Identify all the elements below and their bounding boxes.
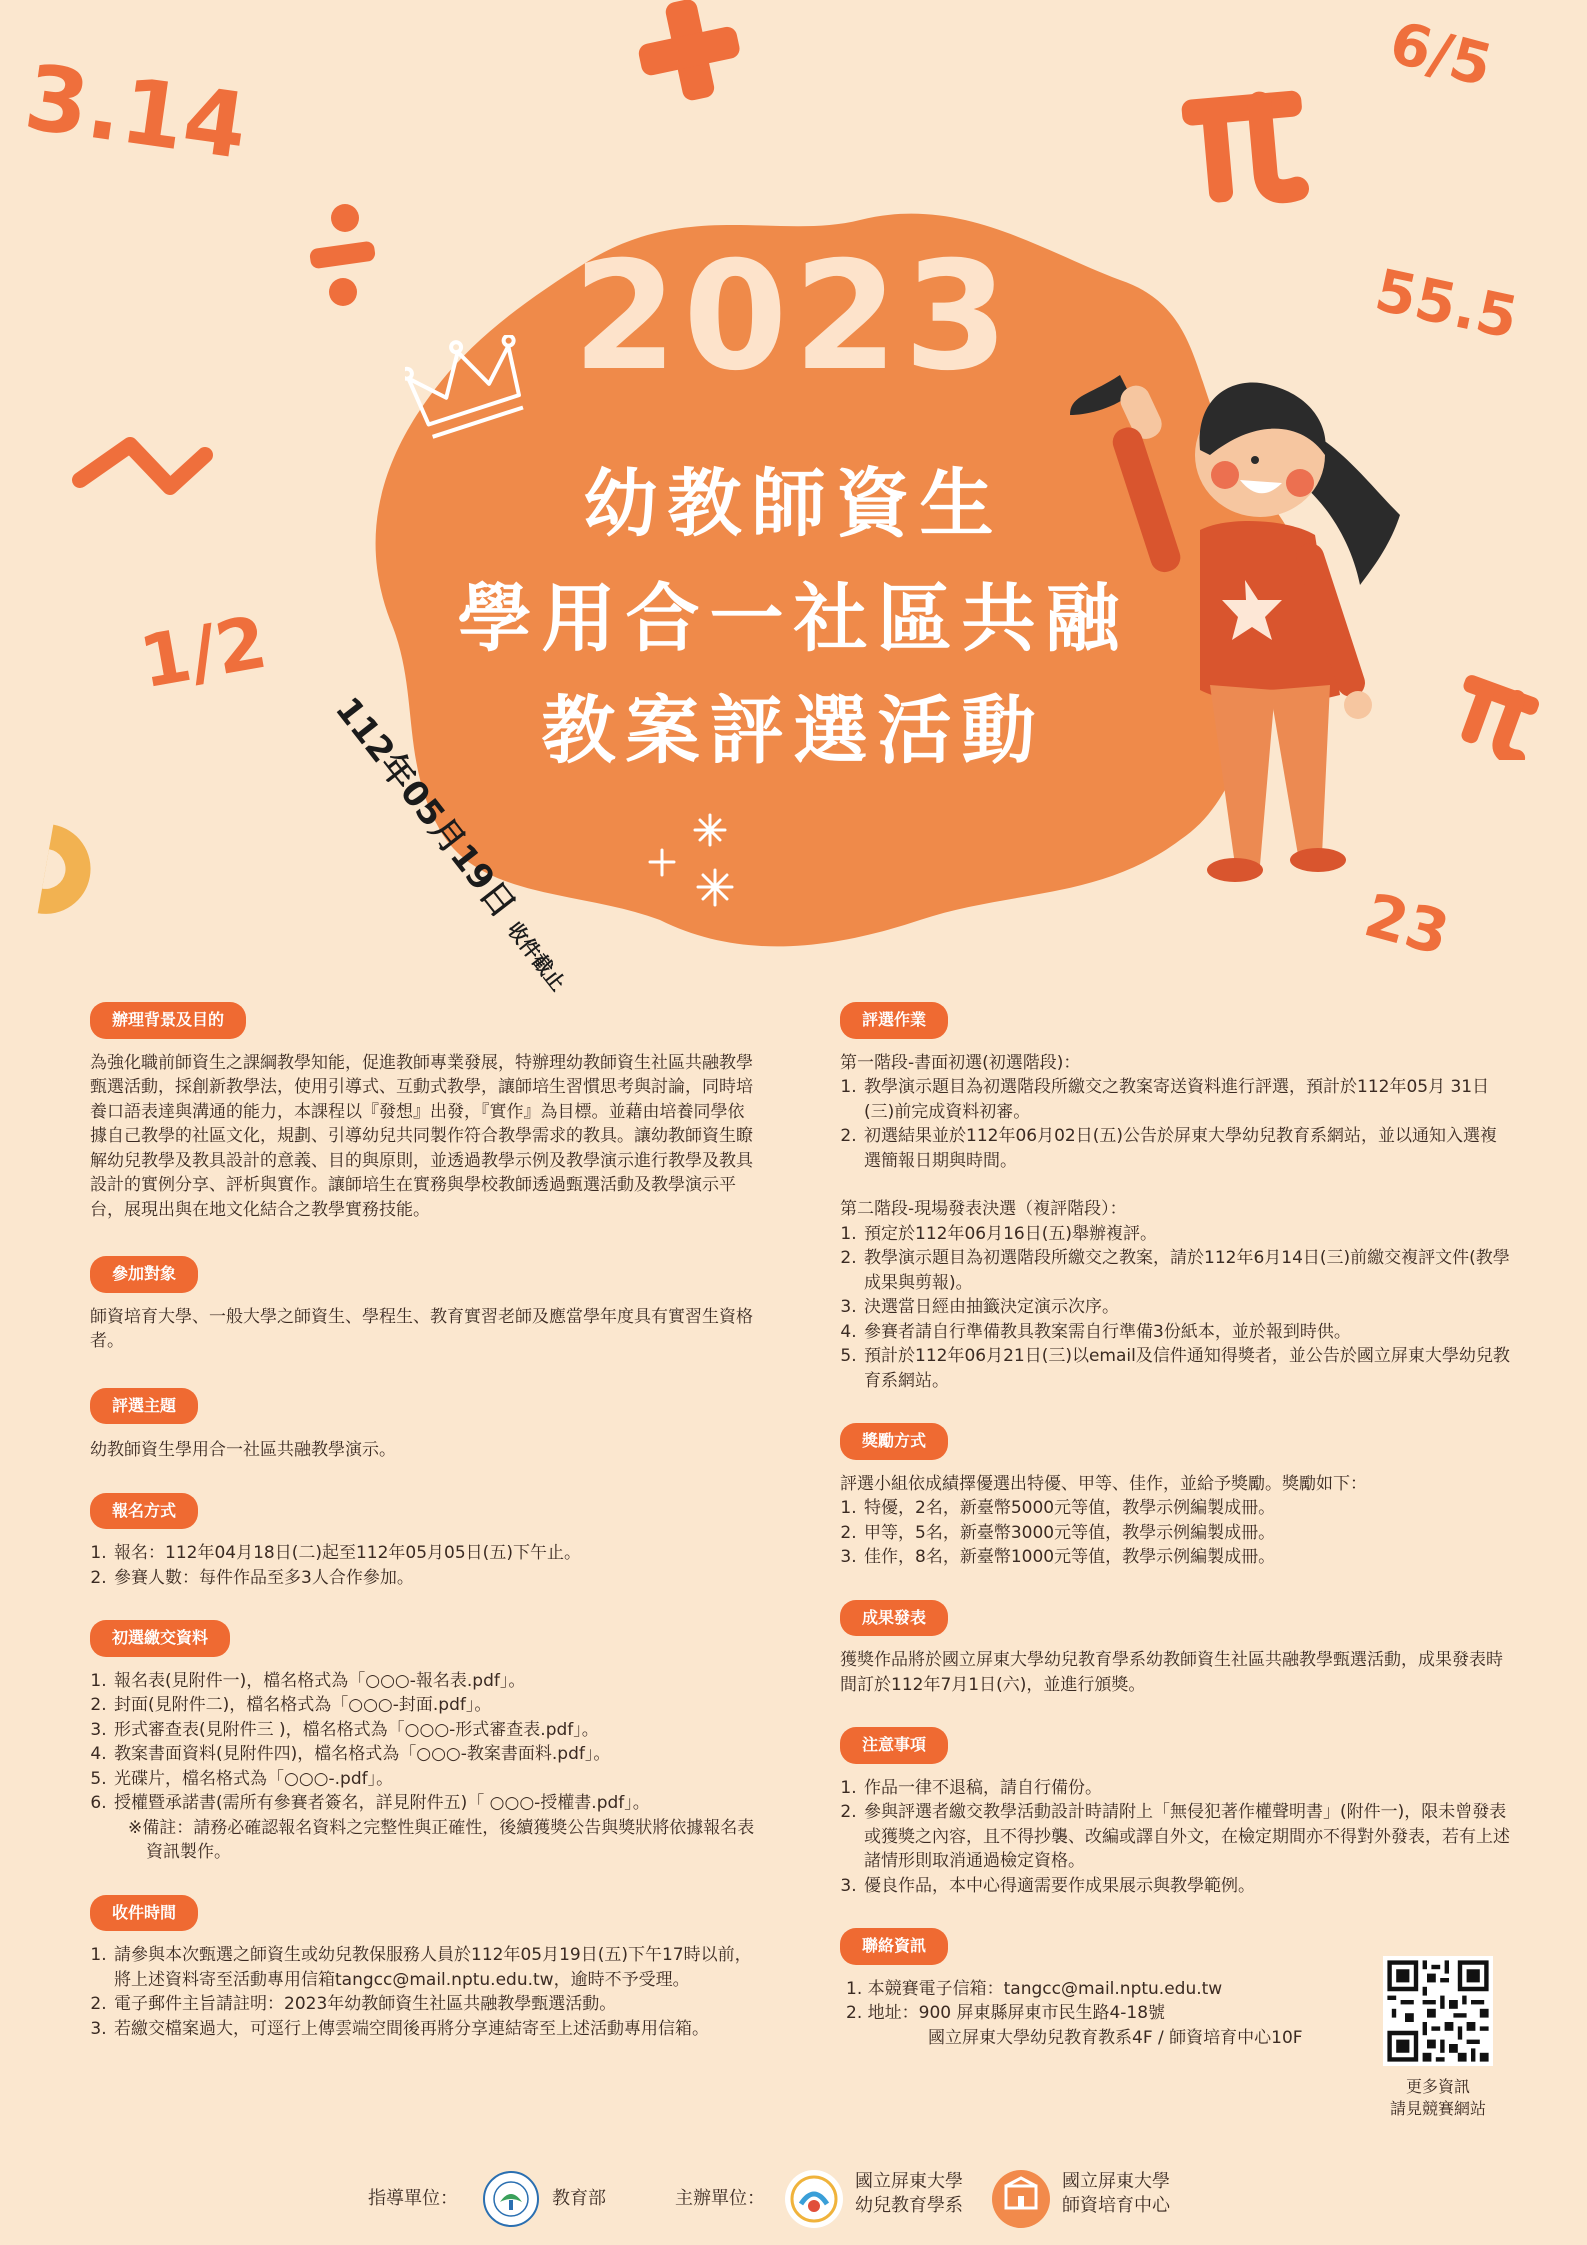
list-item: 3. 若繳交檔案過大，可逕行上傳雲端空間後再將分享連結寄至上述活動專用信箱。 xyxy=(112,2017,760,2042)
deadline-suffix: 收件截止 xyxy=(502,917,571,996)
awards-list xyxy=(840,1496,1510,1570)
results-text: 獲獎作品將於國立屏東大學幼兒教育學系幼教師資生社區共融教學甄選活動，成果發表時間訂於112年7月1日(六)，並進行頒獎。 xyxy=(840,1650,1503,1695)
contact-address-line2: 國立屏東大學幼兒教育教系4F / 師資培育中心10F xyxy=(928,2027,1303,2048)
hero-title-line-2: 學用合一社區共融 xyxy=(457,576,1130,662)
submission-list xyxy=(90,1669,760,1816)
guide-label: 指導單位： xyxy=(368,2188,458,2209)
host2-name xyxy=(1062,2170,1170,2218)
tag-contact: 聯絡資訊 xyxy=(840,1928,948,1965)
host1-line-2: 幼兒教育學系 xyxy=(855,2195,963,2216)
participants-text: 師資培育大學、一般大學之師資生、學程生、教育實習老師及應當學年度具有實習生資格者。 xyxy=(90,1306,753,1351)
deadline-date: 112年05月19日 xyxy=(327,689,524,926)
background-text: 為強化職前師資生之課綱教學知能，促進教師專業發展，特辦理幼教師資生社區共融教學甄選活動，採創新教學法，使用引導式、互動式教學，讓師培生習慣思考與討論，同時培養口語表達與溝通的能力，本課程以『發想』出發，『實作』為目標。並藉由培養同學依據自己教學的社區文化，規劃、引導幼兒共同製作符合教學需求的教具。讓幼教師資生瞭解幼兒教學及教具設計的意義、目的與原則，並透過教學示例及教學演示進行教學及教具設計的實例分享、評析與實作。讓師培生在實務與學校教師透過甄選活動及教學演示平台，展現出與在地文化結合之教學實務技能。 xyxy=(90,1052,753,1220)
teacher-education-center-logo xyxy=(990,2168,1052,2230)
qr-caption-line-1: 更多資訊 xyxy=(1405,2077,1470,2096)
list-item: 3. 形式審查表(見附件三 )，檔名格式為「○○○-形式審查表.pdf」。 xyxy=(112,1718,760,1743)
decor-3-14: 3.14 xyxy=(18,45,254,180)
footer xyxy=(0,2170,1587,2230)
list-item: 2. 參賽人數：每件作品至多3人合作參加。 xyxy=(112,1566,760,1591)
qr-caption xyxy=(1360,2076,1516,2120)
hero-title-line-1: 幼教師資生 xyxy=(583,461,1004,547)
list-item: 5. 光碟片，檔名格式為「○○○-.pdf」。 xyxy=(112,1767,760,1792)
list-item: 1. 預定於112年06月16日(五)舉辦複評。 xyxy=(862,1222,1510,1247)
tag-theme: 評選主題 xyxy=(90,1388,198,1425)
tag-notes: 注意事項 xyxy=(840,1727,948,1764)
list-item: 3. 佳作，8名，新臺幣1000元等值，教學示例編製成冊。 xyxy=(862,1545,1510,1570)
tag-awards: 獎勵方式 xyxy=(840,1423,948,1460)
awards-intro: 評選小組依成績擇優選出特優、甲等、佳作，並給予獎勵。獎勵如下： xyxy=(840,1473,1367,1494)
list-item: 1. 報名表(見附件一)，檔名格式為「○○○-報名表.pdf」。 xyxy=(112,1669,760,1694)
tag-registration: 報名方式 xyxy=(90,1493,198,1530)
contact-address: 2. 地址：900 屏東縣屏東市民生路4-18號 xyxy=(846,2003,1166,2023)
stage1-title: 第一階段-書面初選(初選階段)： xyxy=(840,1052,1081,1073)
sparkle-icon xyxy=(640,805,760,915)
host2-line-2: 師資培育中心 xyxy=(1062,2195,1170,2216)
list-item: 2. 封面(見附件二)，檔名格式為「○○○-封面.pdf」。 xyxy=(112,1693,760,1718)
left-column xyxy=(90,1002,760,2041)
list-item: 4. 參賽者請自行準備教具教案需自行準備3份紙本，並於報到時供。 xyxy=(862,1320,1510,1345)
tag-review: 評選作業 xyxy=(840,1002,948,1039)
list-item: 2. 甲等，5名，新臺幣3000元等值，教學示例編製成冊。 xyxy=(862,1521,1510,1546)
qr-code[interactable] xyxy=(1383,1956,1493,2066)
stage1-list xyxy=(840,1075,1510,1173)
ministry-of-education-logo xyxy=(482,2170,540,2228)
deadline-list xyxy=(90,1943,760,2041)
decor-1-2: 1/2 xyxy=(133,599,273,705)
host-label: 主辦單位： xyxy=(675,2188,765,2209)
contact-email: 1. 本競賽電子信箱：tangcc@mail.nptu.edu.tw xyxy=(846,1978,1223,1999)
tag-deadline: 收件時間 xyxy=(90,1895,198,1932)
list-item: 2. 電子郵件主旨請註明：2023年幼教師資生社區共融教學甄選活動。 xyxy=(112,1992,760,2017)
decor-55-5: 55.5 xyxy=(1369,255,1524,353)
list-item: 1. 請參與本次甄選之師資生或幼兒教保服務人員於112年05月19日(五)下午17時以前，將上述資料寄至活動專用信箱tangcc@mail.nptu.edu.tw，逾時不予受理。 xyxy=(112,1943,760,1992)
guide-org: 教育部 xyxy=(552,2188,606,2209)
protractor-icon xyxy=(30,820,130,930)
list-item: 3. 優良作品，本中心得適需要作成果展示與教學範例。 xyxy=(862,1874,1510,1899)
stage2-title: 第二階段-現場發表決選（複評階段）： xyxy=(840,1199,1127,1219)
list-item: 2. 教學演示題目為初選階段所繳交之教案，請於112年6月14日(三)前繳交複評文件(教學成果與剪報)。 xyxy=(862,1246,1510,1295)
qr-caption-line-2: 請見競賽網站 xyxy=(1389,2099,1486,2118)
stage2-list xyxy=(840,1222,1510,1394)
list-item: 2. 初選結果並於112年06月02日(五)公告於屏東大學幼兒教育系網站，並以通知入選複選簡報日期與時間。 xyxy=(862,1124,1510,1173)
tag-submission: 初選繳交資料 xyxy=(90,1620,230,1657)
list-item: 4. 教案書面資料(見附件四)，檔名格式為「○○○-教案書面料.pdf」。 xyxy=(112,1742,760,1767)
list-item: 1. 特優，2名，新臺幣5000元等值，教學示例編製成冊。 xyxy=(862,1496,1510,1521)
submission-note: ※備註：請務必確認報名資料之完整性與正確性，後續獲獎公告與獎狀將依據報名表資訊製作。 xyxy=(128,1817,755,1862)
host2-line-1: 國立屏東大學 xyxy=(1062,2171,1170,2192)
right-column xyxy=(840,1002,1510,2050)
decor-6-5: 6/5 xyxy=(1382,7,1499,101)
registration-list xyxy=(90,1541,760,1590)
list-item: 2. 參與評選者繳交教學活動設計時請附上「無侵犯著作權聲明書」(附件一)，限未曾發表或獲獎之內容，且不得抄襲、改編或譯自外文，在檢定期間亦不得對外發表，若有上述諸情形則取消通過檢定資格。 xyxy=(862,1800,1510,1874)
pi-icon xyxy=(1175,75,1315,210)
list-item: 6. 授權暨承諾書(需所有參賽者簽名，詳見附件五)「 ○○○-授權書.pdf」。 xyxy=(112,1791,760,1816)
list-item: 3. 決選當日經由抽籤決定演示次序。 xyxy=(862,1295,1510,1320)
decor-23: 23 xyxy=(1357,880,1457,970)
nptu-early-childhood-logo xyxy=(783,2168,845,2230)
notes-list xyxy=(840,1776,1510,1899)
tag-background: 辦理背景及目的 xyxy=(90,1002,246,1039)
theme-text: 幼教師資生學用合一社區共融教學演示。 xyxy=(90,1440,396,1460)
host1-line-1: 國立屏東大學 xyxy=(855,2171,963,2192)
list-item: 1. 作品一律不退稿，請自行備份。 xyxy=(862,1776,1510,1801)
host1-name xyxy=(855,2170,963,2218)
tag-participants: 參加對象 xyxy=(90,1256,198,1293)
list-item: 1. 教學演示題目為初選階段所繳交之教案寄送資料進行評選，預計於112年05月 31日(三)前完成資料初審。 xyxy=(862,1075,1510,1124)
hero-year: 2023 xyxy=(572,230,1015,404)
plus-icon xyxy=(625,0,755,110)
tag-results: 成果發表 xyxy=(840,1600,948,1637)
list-item: 5. 預計於112年06月21日(三)以email及信件通知得獎者，並公告於國立屏東大學幼兒教育系網站。 xyxy=(862,1344,1510,1393)
hero-title-line-3: 教案評選活動 xyxy=(541,688,1046,774)
list-item: 1. 報名：112年04月18日(二)起至112年05月05日(五)下午止。 xyxy=(112,1541,760,1566)
